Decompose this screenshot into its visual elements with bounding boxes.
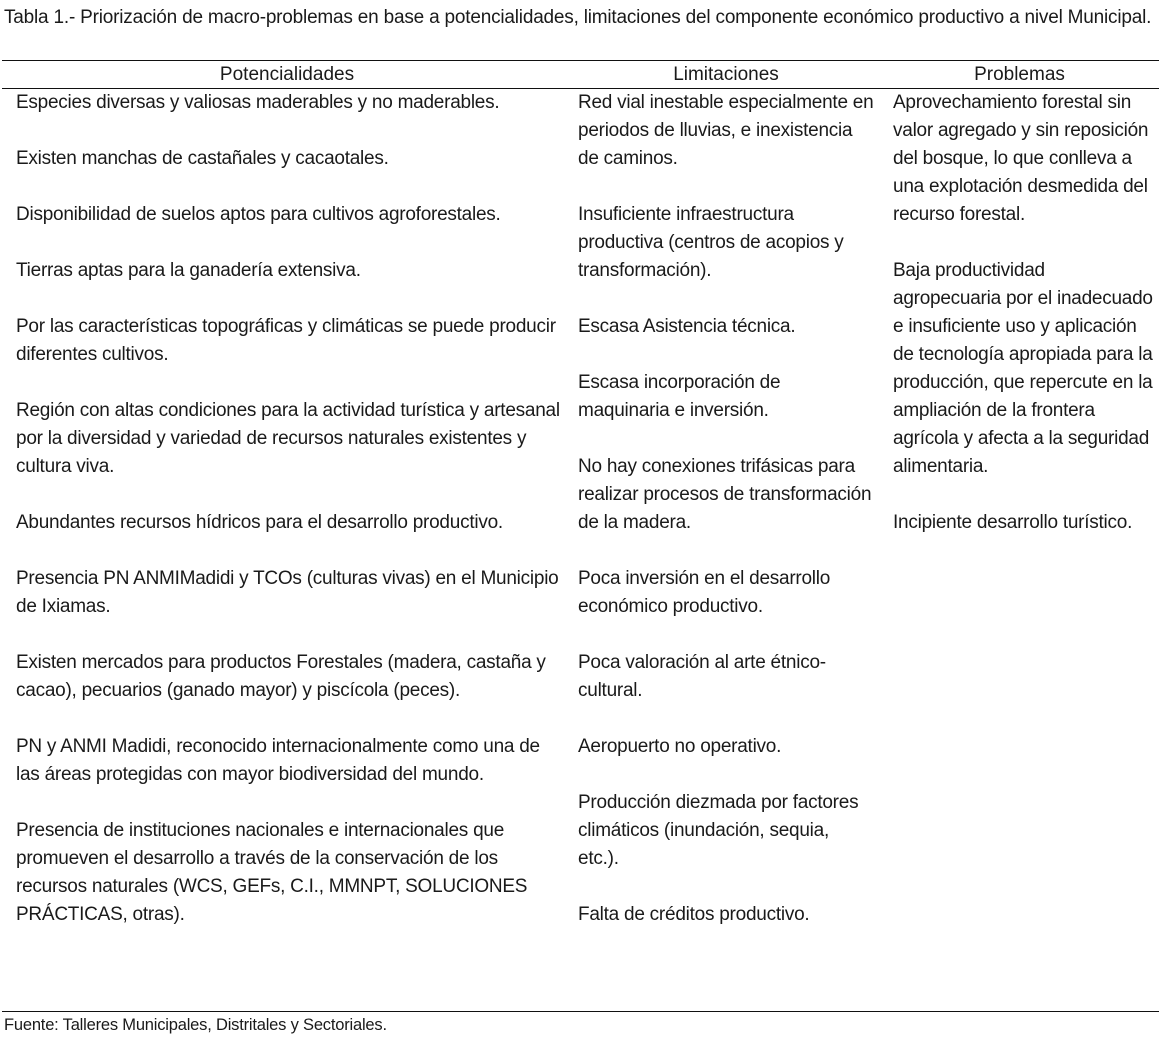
table-caption: Tabla 1.- Priorización de macro-problemas en base a potencialidades, limitaciones del componente económico productivo a nivel Municipal.: [4, 7, 1152, 28]
potencialidad-item: Abundantes recursos hídricos para el desarrollo productivo.: [16, 512, 503, 533]
table-source-note: Fuente: Talleres Municipales, Distritales y Sectoriales.: [4, 1016, 387, 1034]
potencialidad-item: Disponibilidad de suelos aptos para cultivos agroforestales.: [16, 204, 501, 225]
limitacion-item: Producción diezmada por factores climáticos (inundación, sequia, etc.).: [578, 792, 859, 869]
limitacion-item: Escasa incorporación de maquinaria e inversión.: [578, 372, 781, 421]
problema-item: Aprovechamiento forestal sin valor agregado y sin reposición del bosque, lo que conlleva a una explotación desmedida del recurso forestal.: [893, 92, 1149, 225]
table-bottom-rule: [2, 1011, 1159, 1012]
limitacion-item: No hay conexiones trifásicas para realizar procesos de transformación de la madera.: [578, 456, 872, 533]
potencialidad-item: Especies diversas y valiosas maderables y no maderables.: [16, 92, 500, 113]
limitacion-item: Poca inversión en el desarrollo económico productivo.: [578, 568, 831, 617]
cell-potencialidades: [2, 89, 572, 929]
potencialidad-item: Presencia PN ANMIMadidi y TCOs (culturas vivas) en el Municipio de Ixiamas.: [16, 568, 559, 617]
limitacion-item: Aeropuerto no operativo.: [578, 736, 782, 757]
limitacion-item: Red vial inestable especialmente en periodos de lluvias, e inexistencia de caminos.: [578, 92, 874, 169]
limitacion-item: Poca valoración al arte étnico-cultural.: [578, 652, 826, 701]
cell-problemas: [880, 89, 1159, 565]
potencialidad-item: Tierras aptas para la ganadería extensiva.: [16, 260, 361, 281]
problema-item: Incipiente desarrollo turístico.: [893, 512, 1133, 533]
potencialidad-item: Por las características topográficas y climáticas se puede producir diferentes cultivos.: [16, 316, 556, 365]
header-limitaciones: Limitaciones: [673, 63, 779, 85]
priorization-table: [2, 60, 1159, 1012]
table-header-row: [2, 61, 1159, 88]
problema-item: Baja productividad agropecuaria por el inadecuado e insuficiente uso y aplicación de tecnología apropiada para la producción, que repercute en la ampliación de la frontera agrícola y afecta a la seguridad alimentaria.: [893, 260, 1153, 477]
limitacion-item: Insuficiente infraestructura productiva (centros de acopios y transformación).: [578, 204, 844, 281]
header-potencialidades: Potencialidades: [219, 63, 355, 85]
potencialidad-item: Existen manchas de castañales y cacaotales.: [16, 148, 389, 169]
header-problemas: Problemas: [974, 63, 1065, 85]
table-body-row: [2, 89, 1159, 1011]
potencialidad-item: PN y ANMI Madidi, reconocido internacionalmente como una de las áreas protegidas con mayor biodiversidad del mundo.: [16, 736, 540, 785]
cell-limitaciones: [572, 89, 880, 957]
limitacion-item: Falta de créditos productivo.: [578, 904, 810, 925]
potencialidad-item: Región con altas condiciones para la actividad turística y artesanal por la diversidad y variedad de recursos naturales existentes y cultura viva.: [16, 400, 560, 477]
limitacion-item: Escasa Asistencia técnica.: [578, 316, 796, 337]
potencialidad-item: Presencia de instituciones nacionales e internacionales que promueven el desarrollo a través de la conservación de los recursos naturales (WCS, GEFs, C.I., MMNPT, SOLUCIONES PRÁCTICAS, otras).: [16, 820, 528, 925]
potencialidad-item: Existen mercados para productos Forestales (madera, castaña y cacao), pecuarios (ganado mayor) y piscícola (peces).: [16, 652, 546, 701]
